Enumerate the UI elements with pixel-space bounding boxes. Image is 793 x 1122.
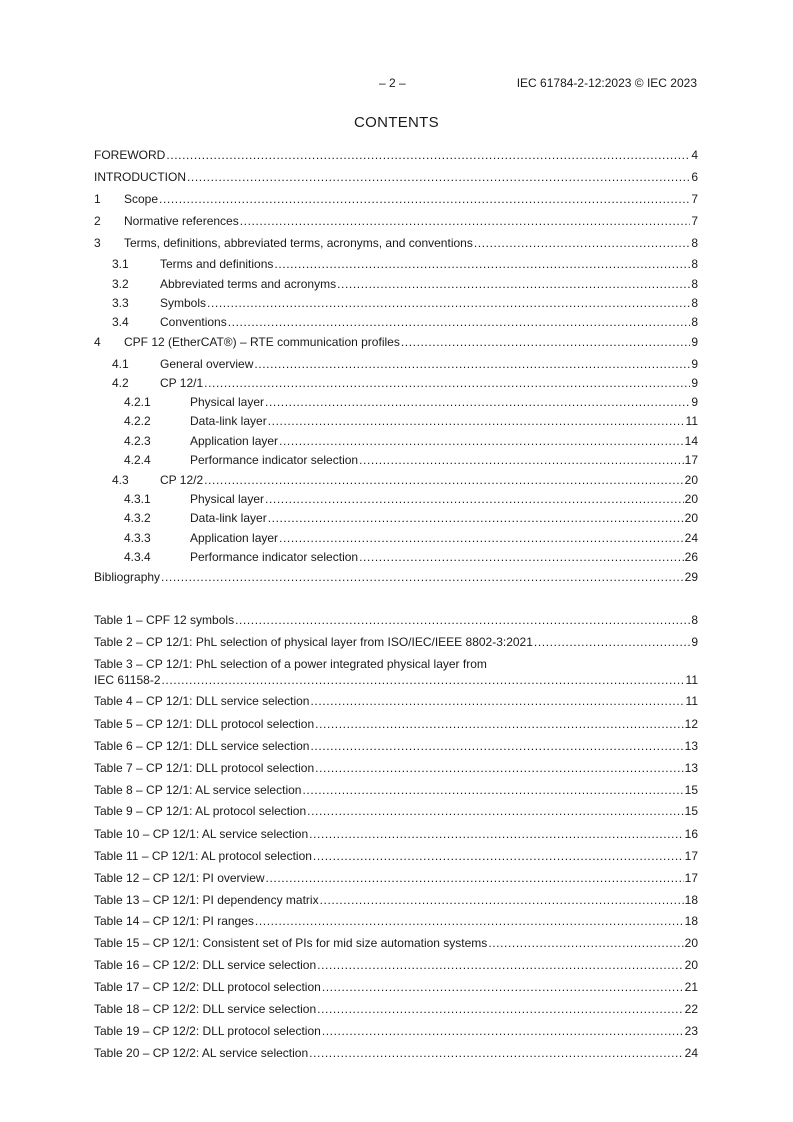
- dot-leader: [315, 716, 684, 732]
- table-list-entry[interactable]: [94, 979, 698, 995]
- entry-page-number[interactable]: 17: [684, 871, 698, 885]
- page-number: – 2 –: [379, 76, 406, 90]
- entry-page-number[interactable]: 16: [684, 827, 698, 841]
- dot-leader: [310, 693, 684, 709]
- dot-leader: [268, 510, 684, 526]
- section-number: 3: [94, 236, 101, 250]
- entry-page-number[interactable]: 9: [691, 357, 698, 371]
- section-number: 3.4: [112, 315, 129, 329]
- table-list-entry[interactable]: [94, 656, 698, 688]
- table-list-entry[interactable]: [94, 738, 698, 754]
- section-number: 4.2.3: [124, 434, 151, 448]
- entry-title[interactable]: Table 4 – CP 12/1: DLL service selection: [94, 694, 310, 708]
- table-list-entry[interactable]: [94, 913, 698, 929]
- section-number: 1: [94, 192, 101, 206]
- toc-entry[interactable]: [94, 334, 698, 350]
- dot-leader: [302, 782, 683, 798]
- dot-leader: [401, 334, 690, 350]
- entry-fill: [94, 826, 698, 842]
- toc-entry[interactable]: [94, 169, 698, 185]
- entry-title[interactable]: Table 10 – CP 12/1: AL service selection: [94, 827, 309, 841]
- entry-fill: [124, 213, 698, 229]
- entry-title[interactable]: General overview: [160, 357, 254, 371]
- entry-page-number[interactable]: 20: [684, 473, 698, 487]
- entry-page-number[interactable]: 12: [684, 717, 698, 731]
- table-list-entry[interactable]: [94, 716, 698, 732]
- entry-title[interactable]: Performance indicator selection: [190, 550, 359, 564]
- table-list-entry[interactable]: [94, 1045, 698, 1061]
- dot-leader: [359, 452, 684, 468]
- dot-leader: [359, 549, 684, 565]
- entry-title[interactable]: Table 8 – CP 12/1: AL service selection: [94, 783, 302, 797]
- entry-fill: [94, 913, 698, 929]
- entry-title[interactable]: Table 1 – CPF 12 symbols: [94, 613, 235, 627]
- table-list-entry[interactable]: [94, 693, 698, 709]
- entry-title[interactable]: Table 7 – CP 12/1: DLL protocol selection: [94, 761, 315, 775]
- entry-page-number[interactable]: 4: [691, 148, 698, 162]
- entry-fill: [160, 314, 698, 330]
- entry-title[interactable]: Physical layer: [190, 395, 265, 409]
- entry-fill: [94, 848, 698, 864]
- entry-fill: [190, 394, 698, 410]
- toc-entry[interactable]: [94, 413, 698, 429]
- dot-leader: [228, 314, 691, 330]
- entry-page-number[interactable]: 8: [691, 277, 698, 291]
- entry-title[interactable]: Data-link layer: [190, 414, 267, 428]
- dot-leader: [315, 760, 684, 776]
- section-number: 4.3.2: [124, 511, 151, 525]
- dot-leader: [204, 375, 690, 391]
- entry-title[interactable]: Terms and definitions: [160, 257, 274, 271]
- entry-page-number[interactable]: 20: [684, 958, 698, 972]
- entry-title[interactable]: CPF 12 (EtherCAT®) – RTE communication profiles: [124, 335, 400, 349]
- toc-entry[interactable]: [94, 569, 698, 585]
- dot-leader: [235, 612, 690, 628]
- entry-title[interactable]: Bibliography: [94, 570, 161, 584]
- entry-fill: [124, 235, 698, 251]
- entry-page-number[interactable]: 17: [684, 453, 698, 467]
- table-list-entry[interactable]: [94, 1001, 698, 1017]
- entry-page-number[interactable]: 13: [684, 739, 698, 753]
- section-number: 4.2.2: [124, 414, 151, 428]
- dot-leader: [159, 191, 690, 207]
- entry-page-number[interactable]: 9: [691, 395, 698, 409]
- toc-entry[interactable]: [94, 394, 698, 410]
- entry-fill: [190, 433, 698, 449]
- toc-entry[interactable]: [94, 433, 698, 449]
- toc-entry[interactable]: [94, 191, 698, 207]
- table-list-entry[interactable]: [94, 826, 698, 842]
- entry-fill: [190, 452, 698, 468]
- dot-leader: [322, 1023, 684, 1039]
- dot-leader: [162, 672, 685, 688]
- section-number: 3.2: [112, 277, 129, 291]
- dot-leader: [307, 803, 684, 819]
- entry-title[interactable]: Performance indicator selection: [190, 453, 359, 467]
- page-header: [0, 76, 793, 92]
- dot-leader: [161, 569, 684, 585]
- entry-page-number[interactable]: 9: [691, 335, 698, 349]
- dot-leader: [265, 491, 684, 507]
- dot-leader: [265, 394, 690, 410]
- entry-fill: [94, 693, 698, 709]
- toc-entry[interactable]: [94, 549, 698, 565]
- table-list-entry[interactable]: [94, 848, 698, 864]
- entry-title[interactable]: Normative references: [124, 214, 239, 228]
- dot-leader: [317, 1001, 684, 1017]
- table-list-entry[interactable]: [94, 957, 698, 973]
- entry-title[interactable]: Table 5 – CP 12/1: DLL protocol selection: [94, 717, 315, 731]
- entry-title[interactable]: Table 12 – CP 12/1: PI overview: [94, 871, 265, 885]
- entry-page-number[interactable]: 8: [691, 236, 698, 250]
- entry-title[interactable]: Application layer: [190, 434, 279, 448]
- entry-title[interactable]: Physical layer: [190, 492, 265, 506]
- entry-fill: [160, 256, 698, 272]
- dot-leader: [268, 413, 685, 429]
- entry-fill: [94, 803, 698, 819]
- dot-leader: [255, 913, 684, 929]
- entry-title[interactable]: FOREWORD: [94, 148, 166, 162]
- dot-leader: [240, 213, 691, 229]
- dot-leader: [309, 1045, 684, 1061]
- dot-leader: [310, 738, 683, 754]
- entry-page-number[interactable]: 24: [684, 531, 698, 545]
- table-list-entry[interactable]: [94, 892, 698, 908]
- toc-entry[interactable]: [94, 256, 698, 272]
- entry-title[interactable]: Table 11 – CP 12/1: AL protocol selection: [94, 849, 312, 863]
- dot-leader: [207, 295, 690, 311]
- entry-fill: [94, 1001, 698, 1017]
- entry-title[interactable]: Conventions: [160, 315, 227, 329]
- entry-fill: [94, 957, 698, 973]
- entry-page-number[interactable]: 9: [691, 376, 698, 390]
- entry-fill: [94, 738, 698, 754]
- entry-fill: [94, 782, 698, 798]
- toc-entry[interactable]: [94, 530, 698, 546]
- section-number: 4: [94, 335, 101, 349]
- entry-title[interactable]: Table 14 – CP 12/1: PI ranges: [94, 914, 254, 928]
- table-list-entry[interactable]: [94, 634, 698, 650]
- entry-fill: [94, 147, 698, 163]
- entry-page-number[interactable]: 13: [684, 761, 698, 775]
- entry-page-number[interactable]: 17: [684, 849, 698, 863]
- entry-title[interactable]: Table 17 – CP 12/2: DLL protocol selection: [94, 980, 321, 994]
- entry-page-number[interactable]: 8: [691, 613, 698, 627]
- table-list-entry[interactable]: [94, 935, 698, 951]
- entry-page-number[interactable]: 20: [684, 936, 698, 950]
- toc-entry[interactable]: [94, 147, 698, 163]
- dot-leader: [534, 634, 690, 650]
- entry-title[interactable]: Table 2 – CP 12/1: PhL selection of physical layer from ISO/IEC/IEEE 8802-3:2021: [94, 635, 533, 649]
- entry-page-number[interactable]: 18: [684, 914, 698, 928]
- dot-leader: [317, 957, 684, 973]
- dot-leader: [279, 433, 684, 449]
- dot-leader: [254, 356, 690, 372]
- entry-fill: [94, 169, 698, 185]
- toc-entry[interactable]: [94, 472, 698, 488]
- entry-fill: [190, 413, 698, 429]
- table-list-entry[interactable]: [94, 1023, 698, 1039]
- toc-entry[interactable]: [94, 356, 698, 372]
- entry-fill: [190, 530, 698, 546]
- section-number: 3.1: [112, 257, 129, 271]
- entry-page-number[interactable]: 29: [684, 570, 698, 584]
- entry-page-number[interactable]: 7: [691, 214, 698, 228]
- entry-fill: [94, 935, 698, 951]
- entry-fill: [94, 612, 698, 628]
- entry-title[interactable]: Abbreviated terms and acronyms: [160, 277, 337, 291]
- entry-title[interactable]: IEC 61158-2: [94, 673, 161, 687]
- entry-page-number[interactable]: 11: [685, 673, 698, 687]
- entry-title[interactable]: Symbols: [160, 296, 207, 310]
- section-number: 4.3.1: [124, 492, 151, 506]
- entry-page-number[interactable]: 26: [684, 550, 698, 564]
- entry-page-number[interactable]: 20: [684, 492, 698, 506]
- entry-page-number[interactable]: 9: [691, 635, 698, 649]
- entry-fill: [94, 892, 698, 908]
- toc-entry[interactable]: [94, 213, 698, 229]
- dot-leader: [313, 848, 684, 864]
- dot-leader: [320, 892, 684, 908]
- section-number: 3.3: [112, 296, 129, 310]
- dot-leader: [474, 235, 690, 251]
- section-number: 4.1: [112, 357, 129, 371]
- table-list-entry[interactable]: [94, 760, 698, 776]
- entry-fill: [160, 472, 698, 488]
- table-list-entry[interactable]: [94, 782, 698, 798]
- entry-page-number[interactable]: 8: [691, 296, 698, 310]
- entry-fill: [190, 549, 698, 565]
- entry-fill: [94, 979, 698, 995]
- entry-page-number[interactable]: 15: [684, 783, 698, 797]
- entry-title[interactable]: CP 12/2: [160, 473, 204, 487]
- dot-leader: [274, 256, 690, 272]
- entry-page-number[interactable]: 11: [685, 414, 698, 428]
- entry-fill: [94, 870, 698, 886]
- section-number: 4.3.4: [124, 550, 151, 564]
- section-number: 4.3.3: [124, 531, 151, 545]
- entry-title[interactable]: Table 9 – CP 12/1: AL protocol selection: [94, 804, 307, 818]
- entry-fill: [94, 672, 698, 688]
- entry-title[interactable]: Table 19 – CP 12/2: DLL protocol selection: [94, 1024, 321, 1038]
- dot-leader: [322, 979, 684, 995]
- entry-fill: [160, 375, 698, 391]
- dot-leader: [488, 935, 683, 951]
- entry-title[interactable]: Application layer: [190, 531, 279, 545]
- entry-title-line1[interactable]: Table 3 – CP 12/1: PhL selection of a power integrated physical layer from: [94, 657, 487, 671]
- entry-fill: [94, 760, 698, 776]
- toc-entry[interactable]: [94, 314, 698, 330]
- toc-entry[interactable]: [94, 452, 698, 468]
- entry-fill: [190, 510, 698, 526]
- entry-title[interactable]: Scope: [124, 192, 159, 206]
- toc-entry[interactable]: [94, 235, 698, 251]
- entry-page-number[interactable]: 6: [691, 170, 698, 184]
- entry-title[interactable]: Table 16 – CP 12/2: DLL service selection: [94, 958, 317, 972]
- entry-page-number[interactable]: 21: [684, 980, 698, 994]
- entry-title[interactable]: Data-link layer: [190, 511, 267, 525]
- table-list-entry[interactable]: [94, 870, 698, 886]
- entry-page-number[interactable]: 11: [685, 694, 698, 708]
- toc-entry[interactable]: [94, 510, 698, 526]
- entry-title[interactable]: CP 12/1: [160, 376, 204, 390]
- entry-title[interactable]: Terms, definitions, abbreviated terms, acronyms, and conventions: [124, 236, 473, 250]
- entry-page-number[interactable]: 15: [684, 804, 698, 818]
- dot-leader: [337, 276, 690, 292]
- entry-page-number[interactable]: 18: [684, 893, 698, 907]
- section-number: 4.2.4: [124, 453, 151, 467]
- entry-title[interactable]: Table 6 – CP 12/1: DLL service selection: [94, 739, 310, 753]
- entry-title[interactable]: Table 18 – CP 12/2: DLL service selection: [94, 1002, 317, 1016]
- entry-page-number[interactable]: 23: [684, 1024, 698, 1038]
- dot-leader: [187, 169, 690, 185]
- dot-leader: [309, 826, 684, 842]
- toc-entry[interactable]: [94, 295, 698, 311]
- document-id: IEC 61784-2-12:2023 © IEC 2023: [516, 76, 697, 90]
- entry-fill: [94, 1045, 698, 1061]
- entry-title[interactable]: Table 15 – CP 12/1: Consistent set of PIs for mid size automation systems: [94, 936, 488, 950]
- entry-page-number[interactable]: 20: [684, 511, 698, 525]
- entry-fill: [190, 491, 698, 507]
- entry-page-number[interactable]: 22: [684, 1002, 698, 1016]
- section-number: 4.2.1: [124, 395, 151, 409]
- entry-fill: [94, 1023, 698, 1039]
- table-list-entry[interactable]: [94, 612, 698, 628]
- entry-fill: [94, 634, 698, 650]
- section-number: 2: [94, 214, 101, 228]
- page-title: CONTENTS: [354, 114, 439, 131]
- dot-leader: [166, 147, 690, 163]
- entry-page-number[interactable]: 7: [691, 192, 698, 206]
- section-number: 4.2: [112, 376, 129, 390]
- entry-page-number[interactable]: 24: [684, 1046, 698, 1060]
- dot-leader: [204, 472, 683, 488]
- entry-title[interactable]: INTRODUCTION: [94, 170, 186, 184]
- entry-page-number[interactable]: 8: [691, 257, 698, 271]
- dot-leader: [266, 870, 684, 886]
- section-number: 4.3: [112, 473, 129, 487]
- entry-fill: [160, 276, 698, 292]
- toc-entry[interactable]: [94, 375, 698, 391]
- entry-fill: [94, 716, 698, 732]
- entry-fill: [124, 334, 698, 350]
- entry-fill: [94, 569, 698, 585]
- entry-page-number[interactable]: 14: [684, 434, 698, 448]
- table-list-entry[interactable]: [94, 803, 698, 819]
- dot-leader: [279, 530, 684, 546]
- entry-fill: [124, 191, 698, 207]
- toc-entry[interactable]: [94, 491, 698, 507]
- entry-title[interactable]: Table 13 – CP 12/1: PI dependency matrix: [94, 893, 319, 907]
- entry-page-number[interactable]: 8: [691, 315, 698, 329]
- entry-fill: [160, 295, 698, 311]
- entry-title[interactable]: Table 20 – CP 12/2: AL service selection: [94, 1046, 309, 1060]
- toc-entry[interactable]: [94, 276, 698, 292]
- entry-fill: [160, 356, 698, 372]
